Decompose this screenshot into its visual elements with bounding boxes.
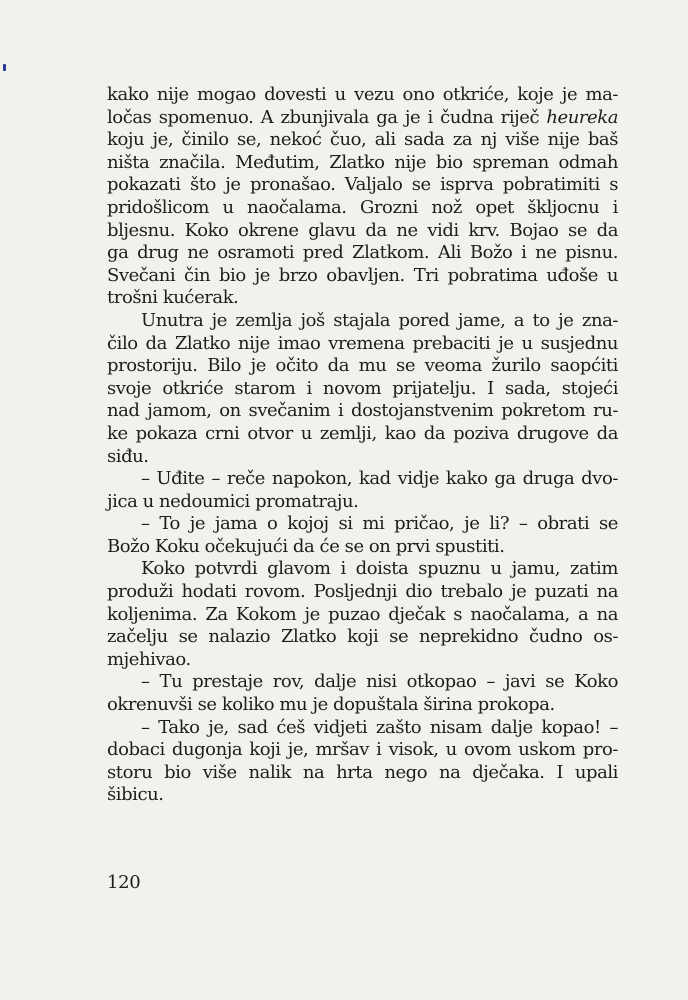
text-line: koljenima. Za Kokom je puzao dječak s naočalama, a na [107,603,618,625]
text-line: ke pokaza crni otvor u zemlji, kao da poziva drugove da [107,422,618,444]
text-line: bljesnu. Koko okrene glavu da ne vidi krv. Bojao se da [107,219,618,241]
body-text [107,84,618,807]
text-line: produži hodati rovom. Posljednji dio trebalo je puzati na [107,581,618,603]
page-number: 120 [107,872,141,893]
text-line: storu bio više nalik na hrta nego na dječaka. I upali [107,761,618,783]
text-line: čilo da Zlatko nije imao vremena prebaciti je u susjednu [107,332,618,354]
text-line: koju je, činilo se, nekoć čuo, ali sada za nj više nije baš [107,129,618,151]
text-line: svoje otkriće starom i novom prijatelju. I sada, stojeći [107,377,618,399]
text-line: Unutra je zemlja još stajala pored jame, a to je zna- [141,309,618,331]
text-line: nad jamom, on svečanim i dostojanstvenim pokretom ru- [107,400,618,422]
text-line: okrenuvši se koliko mu je dopuštala širina prokopa. [107,694,555,716]
edge-ink-mark [3,64,6,71]
italic-word: heureka [546,106,618,128]
text-line: ga drug ne osramoti pred Zlatkom. Ali Božo i ne pisnu. [107,242,618,264]
text-line: Svečani čin bio je brzo obavljen. Tri pobratima uđoše u [107,264,618,286]
text-line: siđu. [107,445,149,467]
text-line: – Tako je, sad ćeš vidjeti zašto nisam dalje kopao! – [141,716,618,738]
text-line: Božo Koku očekujući da će se on prvi spustiti. [107,535,505,557]
text-line: pridošlicom u naočalama. Grozni nož opet škljocnu i [107,196,618,218]
text-line: ništa značila. Međutim, Zlatko nije bio spreman odmah [107,151,618,173]
text-line: jica u nedoumici promatraju. [107,490,359,512]
text-line: trošni kućerak. [107,287,239,309]
text-line: kako nije mogao dovesti u vezu ono otkriće, koje je ma- [107,84,618,105]
text-line: prostoriju. Bilo je očito da mu se veoma žurilo saopćiti [107,355,618,377]
text-line: dobaci dugonja koji je, mršav i visok, u ovom uskom pro- [107,739,618,761]
text-line: mjehivao. [107,648,191,670]
text-line: ločas spomenuo. A zbunjivala ga je i čudna riječ heureka [107,106,618,128]
text-line: – Tu prestaje rov, dalje nisi otkopao – javi se Koko [141,671,618,693]
text-line: začelju se nalazio Zlatko koji se neprekidno čudno os- [107,626,618,648]
text-line: – To je jama o kojoj si mi pričao, je li? – obrati se [141,513,618,535]
text-line: – Uđite – reče napokon, kad vidje kako ga druga dvo- [141,468,618,490]
text-line: Koko potvrdi glavom i doista spuznu u jamu, zatim [141,558,618,580]
text-line: šibicu. [107,784,164,806]
text-line: pokazati što je pronašao. Valjalo se isprva pobratimiti s [107,174,618,196]
